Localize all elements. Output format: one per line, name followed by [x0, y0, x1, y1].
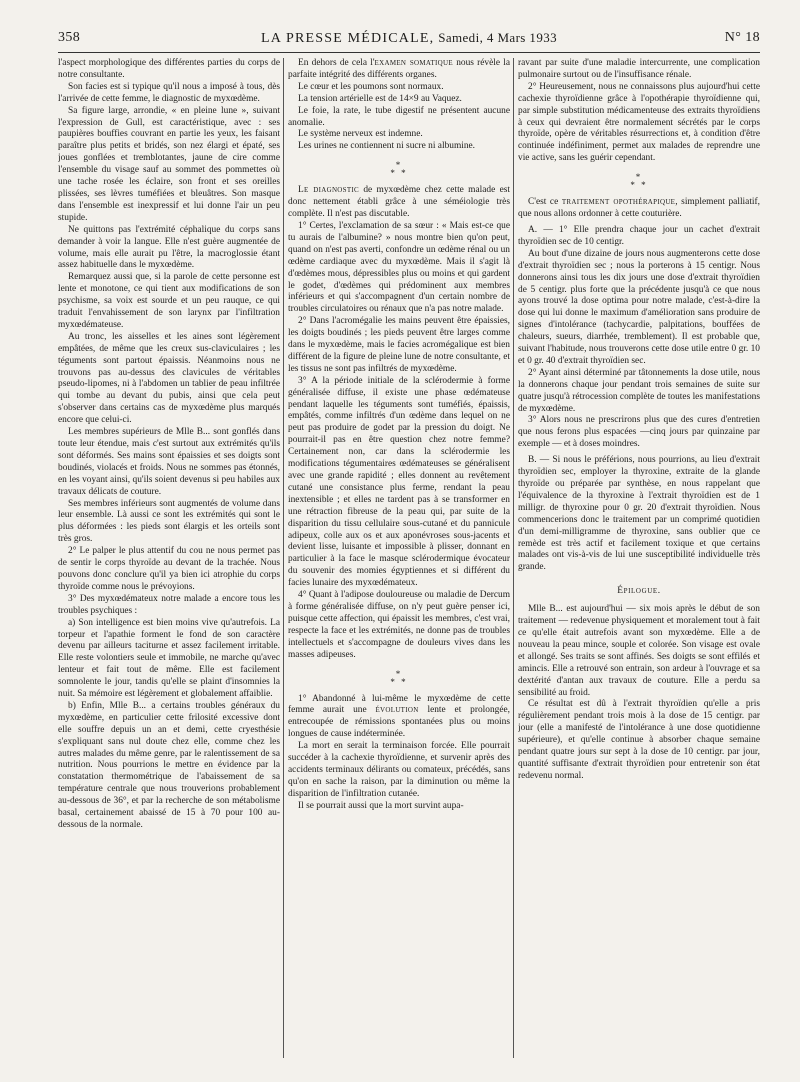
paragraph: [288, 185, 510, 221]
section-heading-epilogue: Épilogue.: [617, 586, 661, 597]
paragraph: Le système nerveux est indemne.: [298, 129, 423, 140]
paragraph: 2° Le palper le plus attentif du cou ne nous permet pas de sentir le corps thyroïde au devant de la trachée. Nous pouvons donc conclure qu'il ya bien ici atrophie du corps thyroïde comme nous le prévoyions.: [58, 546, 280, 592]
header-title: [58, 30, 760, 47]
text-run: de myxœdème chez cette malade est donc nettement établi grâce à une séméiologie très complète. Il n'est pas discutable.: [288, 185, 510, 220]
text-run: 1° Abandonné à lui-même le myxœdème de cette femme aurait une: [288, 693, 510, 716]
issue-date: Samedi, 4 Mars 1933: [438, 30, 558, 45]
paragraph: Mlle B... est aujourd'hui — six mois après le début de son traitement — redevenue physiquement et moralement tout à fait ce qu'elle était autrefois avant son myxœdème. Elle a de nouveau la peau mince, souple et colorée. Son visage est ovale et allongé. Ses traits se sont affinés. Ses doigts se sont effilés et amincis. Elle a retrouvé son entrain, son ardeur à l'ouvrage et sa dextérité d'antan aux travaux de couture. Elle a perdu sa sensibilité au froid.: [518, 604, 760, 698]
paragraph: 2° Heureusement, nous ne connaissons plus aujourd'hui cette cachexie thyroïdienne grâce à l'opothérapie thyroïdienne qui, par simple substitution médicamenteuse des extraits thyroïdiens à ceux qui devraient être normalement sécrétés par le corps thyroïde, opère de véritables résurrections et, à condition d'être continuée indéfiniment, permet aux malades de reprendre une vie active, sans les guérir cependant.: [518, 81, 760, 164]
paragraph: Le cœur et les poumons sont normaux.: [298, 81, 444, 92]
small-caps-term: Le diagnostic: [298, 185, 360, 196]
paragraph: Ce résultat est dû à l'extrait thyroïdien qu'elle a pris régulièrement pendant trois mois à la dose de 15 centigr. par jour (elle a manifesté de l'intolérance à une dose quotidienne supérieure), et qu'elle continue à absorber chaque semaine pendant quatre jours sur sept à la dose de 10 centigr. par jour, quantité suffisante d'extrait thyroïdien pour entretenir son état redevenu normal.: [518, 699, 760, 781]
paragraph: La mort en serait la terminaison forcée. Elle pourrait succéder à la cachexie thyroïdienne, et survenir après des accidents terminaux délirants ou comateux, précédés, sans qu'on en sache la raison, par la diminution ou même la disparition de l'infiltration cutanée.: [288, 741, 510, 799]
text-run: lente et prolongée, entrecoupée de rémissions spontanées plus ou moins longues de cause indéterminée.: [288, 705, 510, 740]
paragraph: a) Son intelligence est bien moins vive qu'autrefois. La torpeur et l'apathie forment le fond de son caractère devenu par ailleurs taciturne et assez facilement irritable. Elle reste volontiers seule et immobile, ne marche qu'avec lenteur et fait tout de même. Elle est facilement somnolente le jour, tandis qu'elle se plaint d'insomnies la nuit. Sa mémoire est légèrement et globalement affaiblie.: [58, 617, 280, 700]
paragraph: b) Enfin, Mlle B... a certains troubles généraux du myxœdème, en particulier cette frilosité excessive dont elle souffre depuis un an et demi, cette cryesthésie s'expliquant sans nul doute chez elle, comme chez les autres malades du même genre, par le ralentissement de sa nutrition. Nous pourrions le mettre en évidence par la constatation thermométrique de l'abaissement de sa température centrale que nous trouverions probablement au-dessous de 36°, et par la recherche de son métabolisme basal, certainement abaissé de 15 à 70 pour 100 au-dessous de la normale.: [58, 700, 280, 830]
page-number: 358: [58, 30, 81, 45]
text-run: C'est ce: [528, 197, 562, 208]
paragraph: 1° Certes, l'exclamation de sa sœur : « Mais est-ce que tu aurais de l'albumine? » nous montre bien qu'on peut, quand on n'est pas averti, confondre un œdème rénal ou un œdème cardiaque avec du myxœdème. Mais il s'agit là d'œdèmes mous, dépressibles plus ou moins et qui gardent le godet, d'œdèmes qui prédominent aux membres inférieurs et qui s'accompagnent d'un certain nombre de troubles circulatoires ou rénaux que n'a pas notre malade.: [288, 220, 510, 315]
paragraph: Ne quittons pas l'extrémité céphalique du corps sans demander à voir la langue. Elle n'est guère augmentée de volume, mais elle aurait pu l'être, la macroglossie étant assez habituelle dans le myxœdème.: [58, 224, 280, 271]
column-1: [58, 58, 280, 1068]
journal-name: LA PRESSE MÉDICALE,: [260, 31, 435, 46]
small-caps-term: examen somatique: [374, 58, 453, 68]
paragraph: Les urines ne contiennent ni sucre ni albumine.: [298, 141, 476, 152]
paragraph: l'aspect morphologique des différentes parties du corps de notre consultante.: [58, 58, 280, 80]
column-divider: [283, 58, 284, 1058]
paragraph: Au tronc, les aisselles et les aines sont légèrement empâtées, de même que les creux sus-claviculaires ; les téguments sont partout épaissis. Néanmoins nous ne trouvons pas au-dessus des clavicules de véritables pseudo-lipomes, ni à l'abdomen un tablier de peau infiltrée qui tombe au devant du pubis, ainsi que cela peut s'observer dans certains cas de myxœdème plus marqués encore que celui-ci.: [58, 331, 280, 426]
paragraph: Ses membres inférieurs sont augmentés de volume dans leur ensemble. Là aussi ce sont les extrémités qui sont le plus déformées : les pieds sont élargis et les orteils sont très gros.: [58, 498, 280, 545]
text-run: nous révèle la parfaite intégrité des différents organes.: [288, 58, 510, 80]
column-divider: [513, 58, 514, 1058]
asterism-divider: * * *: [630, 172, 648, 191]
column-3: [518, 58, 760, 1068]
paragraph: Son facies est si typique qu'il nous a imposé à tous, dès l'arrivée de cette femme, le diagnostic de myxœdème.: [58, 81, 280, 104]
column-2: [288, 58, 510, 1068]
paragraph: Les membres supérieurs de Mlle B... sont gonflés dans toute leur étendue, mais c'est surtout aux extrémités qu'ils sont déformés. Ses mains sont épaissies et ses doigts sont boudinés, violacés et froids. Nous ne sommes pas étonnés, en les voyant ainsi, qu'ils soient devenus si peu habiles aux travaux délicats de couture.: [58, 427, 280, 497]
paragraph: Le foie, la rate, le tube digestif ne présentent aucune anomalie.: [288, 105, 510, 128]
paragraph: 3° Alors nous ne prescrirons plus que des cures d'entretien que nous ferons plus espacées —cinq jours par quinzaine par exemple — et à doses moindres.: [518, 415, 760, 450]
paragraph: 3° Des myxœdémateux notre malade a encore tous les troubles psychiques :: [58, 593, 280, 616]
paragraph: 4° Quant à l'adipose douloureuse ou maladie de Dercum à forme généralisée diffuse, on n'y peut guère penser ici, puisque cette affection, qui épaissit les membres, c'est vrai, respecte la face et les extrémités, ne donne pas de troubles intellectuels et s'accompagne de douleurs vives dans les masses adipeuses.: [288, 590, 510, 660]
text-run: En dehors de cela l': [298, 58, 375, 68]
small-caps-term: évolution: [375, 705, 419, 716]
paragraph: 2° Dans l'acromégalie les mains peuvent être épaissies, les doigts boudinés ; les pieds peuvent être larges comme dans le myxœdème, mais le facies acromégalique est bien différent de la figure de pleine lune de notre consultante, et les tissus ne sont pas infiltrés de myxœdème.: [288, 316, 510, 374]
paragraph: [288, 58, 510, 82]
asterism-divider: * * *: [390, 668, 408, 687]
paragraph: [518, 197, 760, 221]
text-run: , simplement palliatif, que nous allons ordonner à cette couturière.: [518, 197, 760, 220]
issue-number: N° 18: [724, 30, 760, 45]
asterism-divider: * * *: [390, 160, 408, 179]
paragraph: Au bout d'une dizaine de jours nous augmenterons cette dose d'extrait thyroïdien sec ; nous la porterons à 15 centigr. Nous donnerons ainsi tous les dix jours une dose d'extrait thyroïdien de 5 centigr. plus forte que la précédente jusqu'à ce que nous ayons trouvé la dose optima pour notre malade, c'est-à-dire la dose qui lui donne le maximum d'amélioration sans produire de signes d'intolérance (tachycardie, palpitations, bouffées de chaleurs, sueurs, diarrhée, tremblement). Il est probable que, suivant l'habitude, nous trouverons cette dose utile entre 0 gr. 10 et 0 gr. 40 d'extrait thyroïdien sec.: [518, 248, 760, 366]
paragraph: ravant par suite d'une maladie intercurrente, une complication pulmonaire surtout ou de l'insuffisance rénale.: [518, 58, 760, 80]
paragraph: La tension artérielle est de 14×9 au Vaquez.: [298, 93, 462, 104]
paragraph: 2° Ayant ainsi déterminé par tâtonnements la dose utile, nous la donnerons chaque jour pendant trois semaines de suite sur quatre jusqu'à rétrocession complète de toutes les manifestations de myxœdème.: [518, 367, 760, 414]
header-rule: [58, 52, 760, 53]
paragraph: Sa figure large, arrondie, « en pleine lune », suivant l'expression de Gull, est caractéristique, avec : ses paupières bouffies couvrant en partie les yeux, les faisant paraître plus petits et bridés, son nez élargi et épaté, ses joues gonflées et tremblotantes, jaune de cire comme l'ensemble du visage sauf au sommet des pommettes où une tache rosée les éclaire, son front et ses oreilles plissées, ses lèvres tuméfiées et bleuâtres. Son masque dans l'ensemble est inexpressif et lui donne l'air un peu stupide.: [58, 105, 280, 223]
small-caps-term: traitement opothérapique: [561, 197, 676, 208]
paragraph: B. — Si nous le préférions, nous pourrions, au lieu d'extrait thyroïdien sec, employer la thyroxine, extraite de la glande thyroïde ou préparée par synthèse, en nous rappelant que l'équivalence de la thyroxine à l'extrait thyroïdien est de 1 milligr. de thyroxine pour 0 gr. 20 d'extrait thyroïdien. Nous commencerions donc le traitement par un comprimé quotidien d'un demi-milligramme de thyroxine, sans oublier que ce remède est très actif et facilement toxique et que certains malades ont vis-à-vis de lui une susceptibilité individuelle très grande.: [518, 455, 760, 573]
paragraph: A. — 1° Elle prendra chaque jour un cachet d'extrait thyroïdien sec de 10 centigr.: [518, 224, 760, 247]
paragraph: [288, 694, 510, 742]
paragraph: 3° A la période initiale de la sclérodermie à forme généralisée diffuse, il existe une phase œdémateuse pendant laquelle les téguments sont tuméfiés, épaissis, empâtés, comme infiltrés d'un œdème dans lequel on ne peut pas produire de godet par la pression du doigt. Ne pourrait-il pas en être question chez notre femme? Certainement non, car dans la sclérodermie les modifications tégumentaires œdémateuses se généralisent avec une grande rapidité ; elles donnent au revêtement cutané une consistance plus ferme, rendant la peau inextensible ; et elles ne tardent pas à se transformer en une rétraction fibreuse de la peau qui, par suite de la disparition du tissu cellulaire sous-cutané et du pannicule adipeux, colle aux os et aux aponévroses sous-jacents et devient lisse, luisante et impossible à plisser, donnant en particulier à la face le masque sclérodermique évocateur du souvenir des momies égyptiennes et si différent du facies lunaire des myxœdémateux.: [288, 375, 510, 589]
running-header: [58, 30, 760, 48]
paragraph: Il se pourrait aussi que la mort survint aupa-: [298, 800, 464, 811]
paragraph: Remarquez aussi que, si la parole de cette personne est lente et monotone, ce qui tient aux modifications de son psychisme, sa voix est sourde et un peu rauque, ce qui traduit l'envahissement de son larynx par l'infiltration myxœdémateuse.: [58, 272, 280, 330]
